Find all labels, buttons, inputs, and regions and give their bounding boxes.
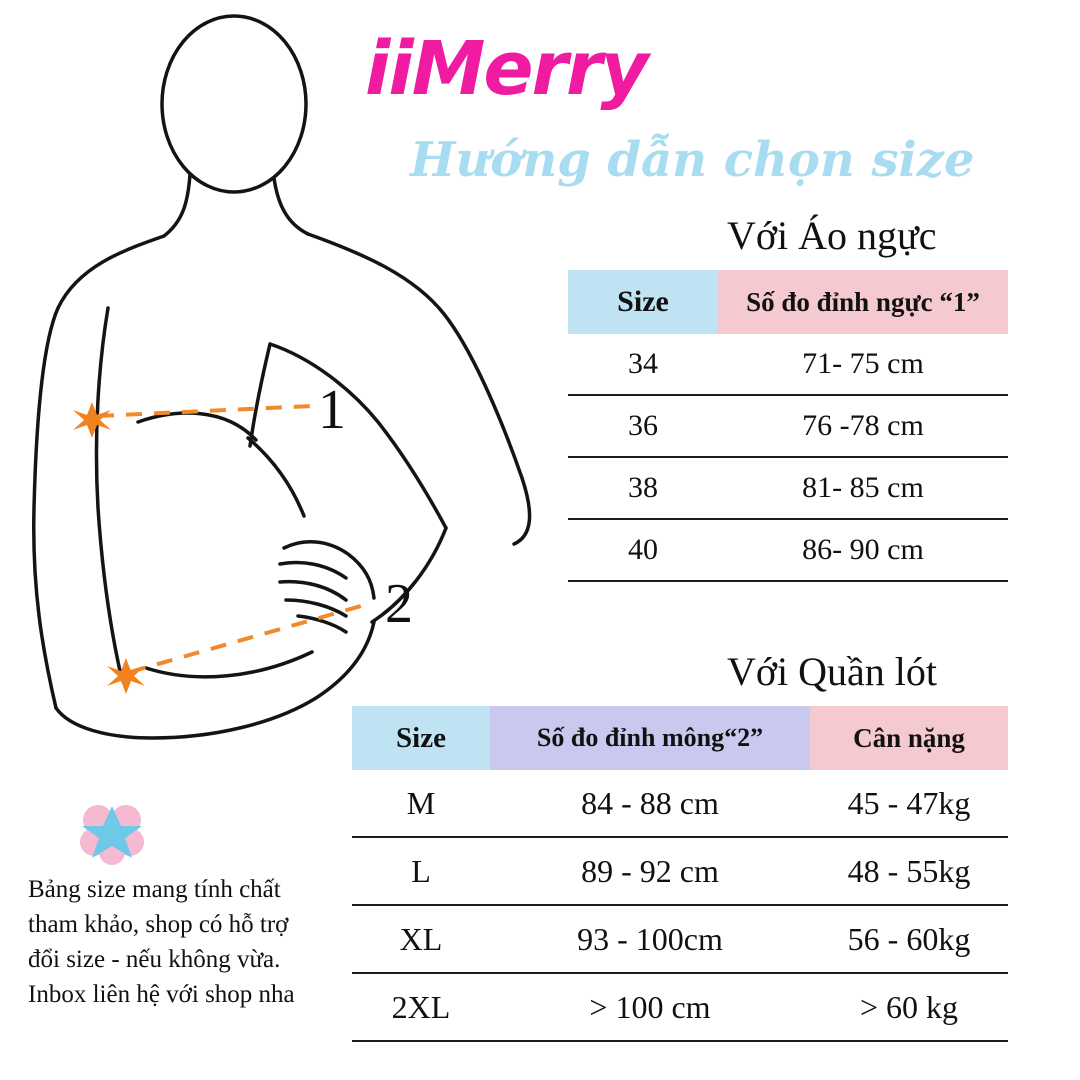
panty-size-cell: L	[352, 837, 490, 905]
figure-marker-2: 2	[385, 573, 413, 635]
bra-size-cell: 36	[568, 395, 718, 457]
note-line-1: Bảng size mang tính chất	[28, 876, 281, 903]
panty-weight-cell: > 60 kg	[810, 973, 1008, 1041]
bra-bust-cell: 81- 85 cm	[718, 457, 1008, 519]
section-title-bra: Với Áo ngực	[727, 213, 937, 258]
bra-header-bust: Số đo đỉnh ngực “1”	[718, 270, 1008, 334]
panty-weight-cell: 56 - 60kg	[810, 905, 1008, 973]
panty-size-cell: 2XL	[352, 973, 490, 1041]
panty-size-cell: M	[352, 770, 490, 837]
bra-size-table	[568, 270, 1008, 582]
panty-header-hip: Số đo đỉnh mông“2”	[490, 706, 810, 770]
body-figure-illustration	[12, 8, 572, 768]
brand-logo: iiMerry	[365, 26, 647, 112]
panty-size-cell: XL	[352, 905, 490, 973]
table-header-row	[352, 706, 1008, 770]
note-line-2: tham khảo, shop có hỗ trợ	[28, 911, 289, 938]
table-row	[568, 457, 1008, 519]
measure-line-2	[107, 604, 368, 694]
flower-icon	[72, 790, 152, 870]
bra-size-cell: 38	[568, 457, 718, 519]
table-row	[568, 519, 1008, 581]
bra-bust-cell: 76 -78 cm	[718, 395, 1008, 457]
section-title-panty: Với Quần lót	[727, 649, 938, 694]
table-row	[352, 837, 1008, 905]
panty-weight-cell: 48 - 55kg	[810, 837, 1008, 905]
panty-hip-cell: 84 - 88 cm	[490, 770, 810, 837]
panty-header-size: Size	[352, 706, 490, 770]
panty-header-weight: Cân nặng	[810, 706, 1008, 770]
panty-weight-cell: 45 - 47kg	[810, 770, 1008, 837]
measure-line-1	[73, 402, 312, 438]
table-row	[568, 395, 1008, 457]
disclaimer-note	[28, 872, 358, 1012]
figure-marker-1: 1	[318, 379, 346, 441]
panty-hip-cell: 93 - 100cm	[490, 905, 810, 973]
panty-hip-cell: 89 - 92 cm	[490, 837, 810, 905]
note-line-4: Inbox liên hệ với shop nha	[28, 981, 295, 1008]
table-row	[568, 334, 1008, 395]
bra-size-cell: 34	[568, 334, 718, 395]
bra-header-size: Size	[568, 270, 718, 334]
table-row	[352, 973, 1008, 1041]
table-header-row	[568, 270, 1008, 334]
bra-size-cell: 40	[568, 519, 718, 581]
note-line-3: đổi size - nếu không vừa.	[28, 946, 281, 973]
bra-bust-cell: 86- 90 cm	[718, 519, 1008, 581]
panty-size-table	[352, 706, 1008, 1042]
table-row	[352, 905, 1008, 973]
page-subtitle: Hướng dẫn chọn size	[410, 132, 975, 188]
table-row	[352, 770, 1008, 837]
panty-hip-cell: > 100 cm	[490, 973, 810, 1041]
bra-bust-cell: 71- 75 cm	[718, 334, 1008, 395]
